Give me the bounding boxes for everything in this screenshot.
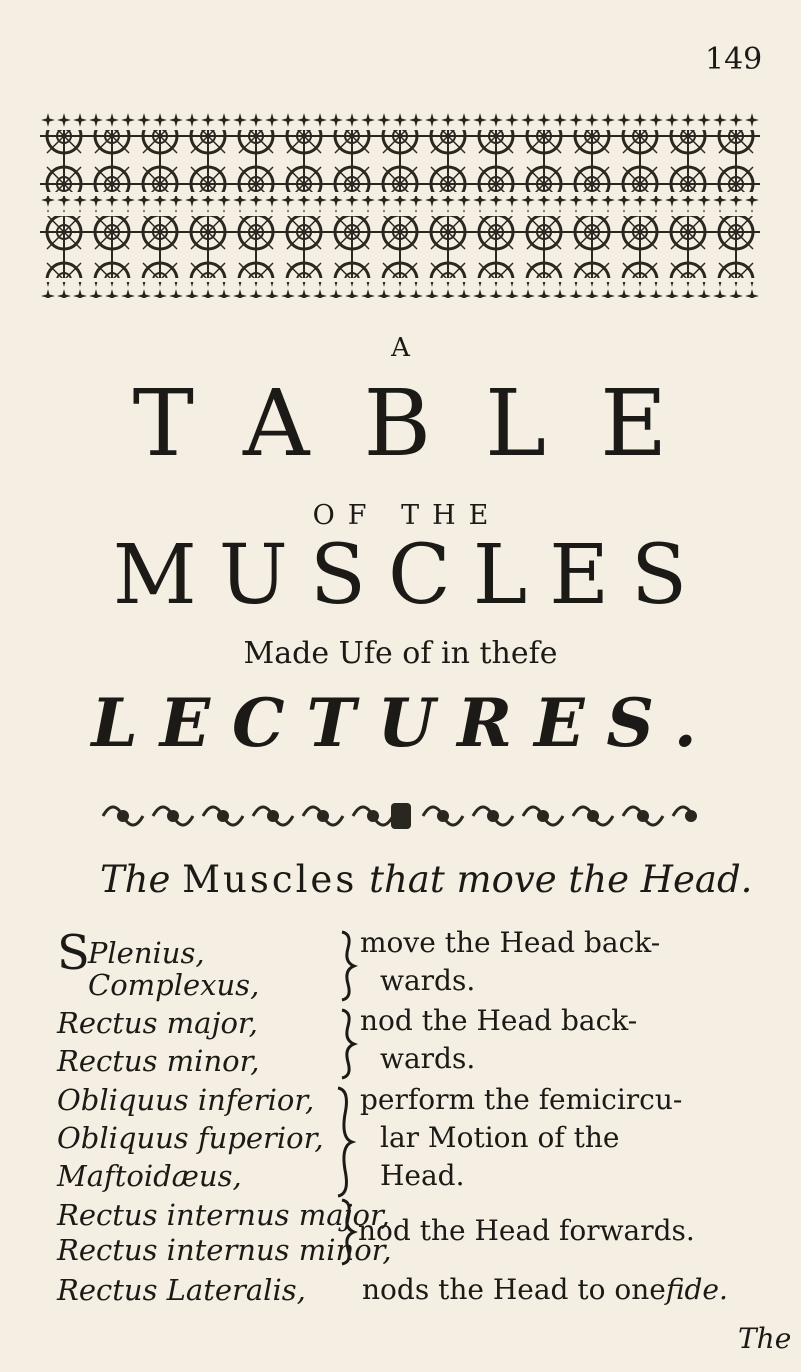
heading-suffix: that move the Head. xyxy=(369,858,753,901)
action-line: lar Motion of the xyxy=(380,1121,620,1154)
brace-icon xyxy=(338,930,358,1002)
title-made-use: Made Ufe of in thefe xyxy=(243,636,558,671)
action-line: Head. xyxy=(380,1159,465,1192)
action-line: wards. xyxy=(380,964,476,997)
brace-icon xyxy=(334,1086,356,1198)
title-article: A xyxy=(391,333,410,363)
muscle-entry: Rectus major, xyxy=(57,1006,258,1040)
brace-icon xyxy=(338,1008,358,1080)
heading-muscles: Muscles xyxy=(182,858,358,901)
section-heading xyxy=(100,858,753,901)
muscle-entry: Obliquus fuperior, xyxy=(57,1121,324,1155)
page-number: 149 xyxy=(705,42,763,77)
muscle-entry: Rectus internus major, xyxy=(57,1198,390,1232)
action-line: wards. xyxy=(380,1042,476,1075)
drop-cap: S xyxy=(57,925,90,981)
muscle-entry: Rectus Lateralis, xyxy=(57,1273,306,1307)
title-lectures: LECTURES. xyxy=(91,684,719,762)
fleuron-row-icon xyxy=(95,795,705,837)
title-table: TABLE xyxy=(132,370,722,477)
muscle-entry: Obliquus inferior, xyxy=(57,1083,315,1117)
catchword: The xyxy=(738,1322,792,1355)
action-line: move the Head back- xyxy=(360,926,661,959)
muscle-entry: Maftoidæus, xyxy=(57,1159,242,1193)
title-muscles: MUSCLES xyxy=(112,528,710,623)
action-line: nod the Head forwards. xyxy=(358,1214,695,1247)
muscle-entry: Complexus, xyxy=(88,968,260,1002)
action-line: nods the Head to onefide. xyxy=(362,1273,728,1306)
muscle-entry: SPlenius, xyxy=(57,925,205,981)
brace-icon xyxy=(338,1198,358,1266)
title-of-the: OF THE xyxy=(312,500,502,531)
heading-prefix: The xyxy=(100,858,171,901)
ornament-band-icon xyxy=(40,112,760,302)
action-line: nod the Head back- xyxy=(360,1004,638,1037)
action-line: perform the femicircu- xyxy=(360,1083,683,1116)
muscle-entry: Rectus internus minor, xyxy=(57,1233,392,1267)
muscle-entry: Rectus minor, xyxy=(57,1044,260,1078)
